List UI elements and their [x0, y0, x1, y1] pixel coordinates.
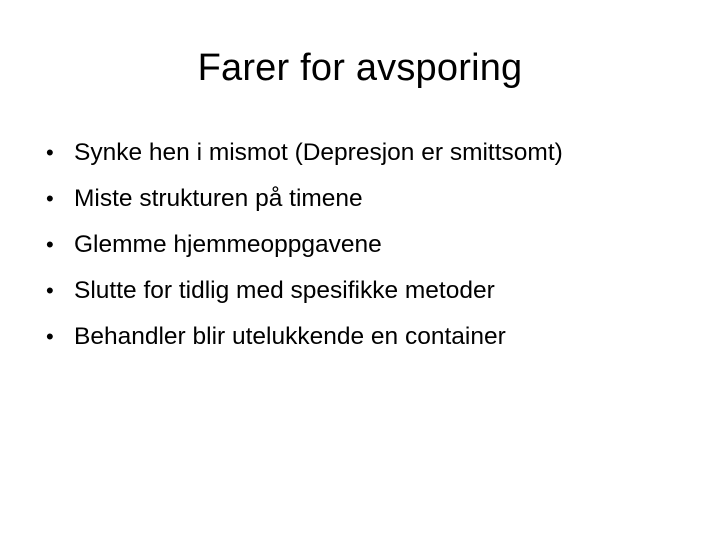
- bullet-item: [46, 176, 696, 222]
- bullet-icon: •: [46, 186, 54, 211]
- bullet-icon: •: [46, 278, 54, 303]
- bullet-text: Behandler blir utelukkende en container: [74, 323, 506, 350]
- bullet-icon: •: [46, 140, 54, 165]
- bullet-text: Synke hen i mismot (Depresjon er smittsomt): [74, 139, 563, 166]
- bullet-item: [46, 268, 696, 314]
- bullet-icon: •: [46, 324, 54, 349]
- bullet-item: [46, 314, 696, 360]
- bullet-item: [46, 130, 696, 176]
- bullet-icon: •: [46, 232, 54, 257]
- slide-title: Farer for avsporing: [197, 47, 523, 89]
- bullet-list: [46, 130, 696, 360]
- bullet-text: Slutte for tidlig med spesifikke metoder: [74, 277, 495, 304]
- bullet-text: Glemme hjemmeoppgavene: [74, 231, 382, 258]
- bullet-item: [46, 222, 696, 268]
- bullet-text: Miste strukturen på timene: [74, 185, 363, 212]
